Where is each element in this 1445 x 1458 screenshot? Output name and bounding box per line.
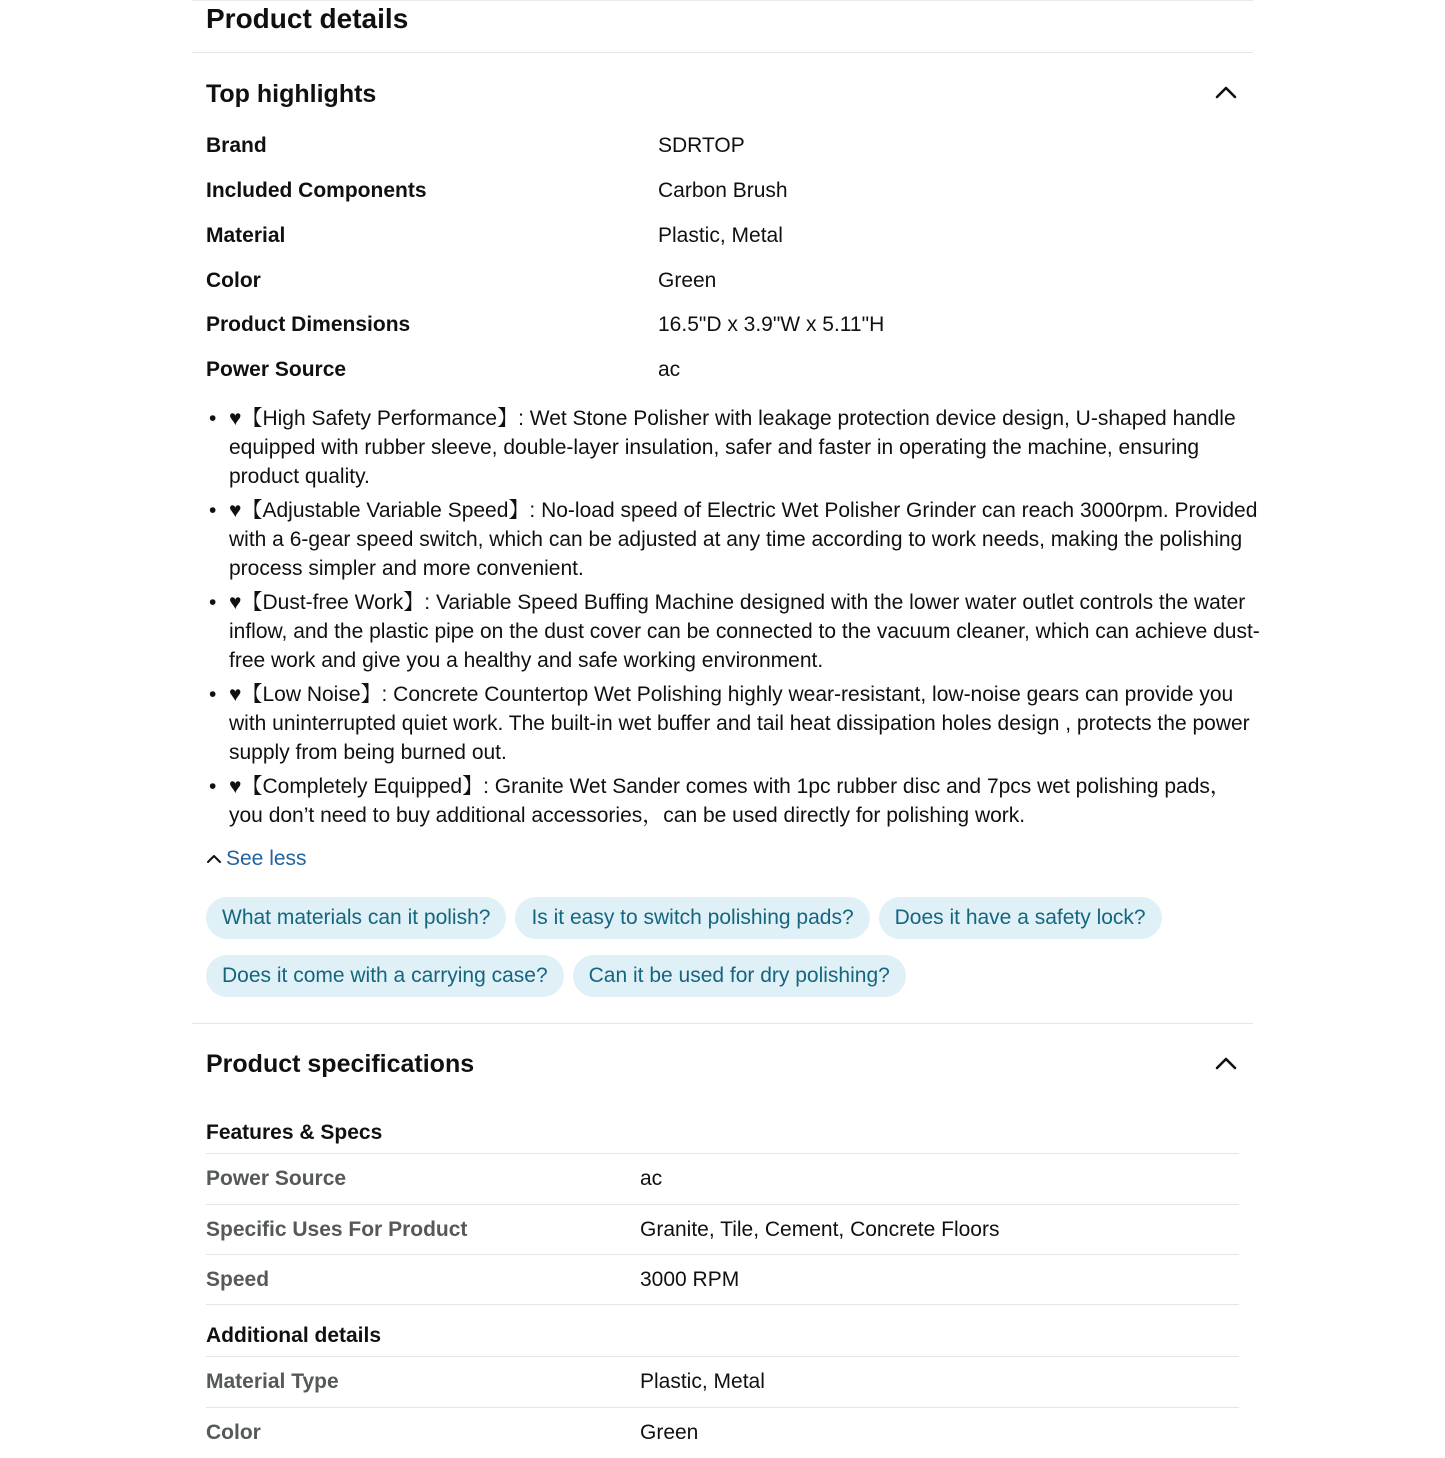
spec-group-title: Features & Specs (206, 1121, 383, 1144)
page-title: Product details (206, 3, 409, 34)
question-chip[interactable]: Can it be used for dry polishing? (573, 955, 906, 997)
spec-label: Color (206, 1421, 261, 1444)
highlight-row-brand (206, 131, 1246, 176)
product-specifications-title: Product specifications (206, 1050, 475, 1078)
spec-value: 3000 RPM (640, 1268, 740, 1291)
spec-divider (206, 1304, 1239, 1305)
question-chip[interactable]: What materials can it polish? (206, 897, 506, 939)
spec-label: Speed (206, 1268, 270, 1291)
feature-bullet-list (206, 404, 1264, 835)
suggested-questions (206, 897, 1246, 1013)
feature-bullet-text: ♥【Completely Equipped】: Granite Wet Sander comes with 1pc rubber disc and 7pcs wet polishing pads， you don’t need to buy additional accessories，can be used directly for polishing work. (229, 775, 1231, 827)
feature-bullet (209, 496, 1264, 583)
top-border (192, 0, 1253, 1)
feature-bullet-text: ♥【Low Noise】: Concrete Countertop Wet Polishing highly wear-resistant, low-noise gears can provide you with uninterrupted quiet work. The built-in wet buffer and tail heat dissipation holes design , protects the power supply from being burned out. (229, 683, 1250, 764)
feature-bullet (209, 588, 1264, 675)
chevron-up-icon[interactable] (1213, 1051, 1239, 1077)
highlight-label: Material (206, 224, 286, 247)
spec-row-specific-uses (206, 1204, 1239, 1255)
feature-bullet-text: ♥【High Safety Performance】: Wet Stone Polisher with leakage protection device design, U-shaped handle equipped with rubber sleeve, double-layer insulation, safer and faster in operating the machine, ensuring product quality. (229, 407, 1236, 488)
highlight-value: Carbon Brush (658, 179, 788, 202)
feature-bullet-text: ♥【Adjustable Variable Speed】: No-load speed of Electric Wet Polisher Grinder can reach 3000rpm. Provided with a 6-gear speed switch, which can be adjusted at any time according to work needs, making the polishing process simpler and more convenient. (229, 499, 1258, 580)
highlight-row-power-source (206, 355, 1246, 400)
highlight-value: ac (658, 358, 681, 381)
section-divider (192, 1023, 1253, 1024)
highlight-row-material (206, 221, 1246, 266)
spec-row-material-type (206, 1356, 1239, 1407)
question-chip[interactable]: Does it have a safety lock? (879, 897, 1162, 939)
bullet-dot: • (209, 775, 217, 798)
feature-bullet-text: ♥【Dust-free Work】: Variable Speed Buffing Machine designed with the lower water outlet controls the water inflow, and the plastic pipe on the dust cover can be connected to the vacuum cleaner, which can achieve dust-free work and give you a healthy and safe working environment. (229, 591, 1260, 672)
highlight-row-color (206, 266, 1246, 311)
highlight-value: 16.5"D x 3.9"W x 5.11"H (658, 313, 885, 336)
see-less-label: See less (226, 847, 307, 870)
feature-bullet (209, 772, 1264, 830)
section-divider (192, 52, 1253, 53)
spec-row-color (206, 1407, 1239, 1458)
chevron-up-icon[interactable] (1213, 80, 1239, 106)
bullet-dot: • (209, 591, 217, 614)
highlight-label: Included Components (206, 179, 427, 202)
question-chip[interactable]: Does it come with a carrying case? (206, 955, 564, 997)
spec-row-power-source (206, 1153, 1239, 1204)
bullet-dot: • (209, 407, 217, 430)
question-chip-row (206, 897, 1246, 939)
bullet-dot: • (209, 499, 217, 522)
highlight-row-product-dimensions (206, 310, 1246, 355)
bullet-dot: • (209, 683, 217, 706)
highlight-value: Green (658, 269, 717, 292)
spec-value: Green (640, 1421, 699, 1444)
spec-value: Plastic, Metal (640, 1370, 765, 1393)
question-chip-row (206, 955, 1246, 997)
chevron-up-small-icon (206, 853, 222, 865)
spec-group-title: Additional details (206, 1324, 382, 1347)
top-highlights-title: Top highlights (206, 80, 377, 108)
spec-value: Granite, Tile, Cement, Concrete Floors (640, 1218, 1000, 1241)
highlight-label: Color (206, 269, 261, 292)
highlight-label: Product Dimensions (206, 313, 411, 336)
feature-bullet (209, 404, 1264, 491)
spec-label: Power Source (206, 1167, 347, 1190)
highlight-label: Power Source (206, 358, 347, 381)
highlight-value: Plastic, Metal (658, 224, 783, 247)
highlight-value: SDRTOP (658, 134, 745, 157)
spec-value: ac (640, 1167, 663, 1190)
highlight-label: Brand (206, 134, 267, 157)
spec-label: Material Type (206, 1370, 339, 1393)
spec-label: Specific Uses For Product (206, 1218, 468, 1241)
spec-row-speed (206, 1254, 1239, 1305)
question-chip[interactable]: Is it easy to switch polishing pads? (515, 897, 869, 939)
see-less-link[interactable] (206, 844, 307, 873)
feature-bullet (209, 680, 1264, 767)
highlight-row-included-components (206, 176, 1246, 221)
